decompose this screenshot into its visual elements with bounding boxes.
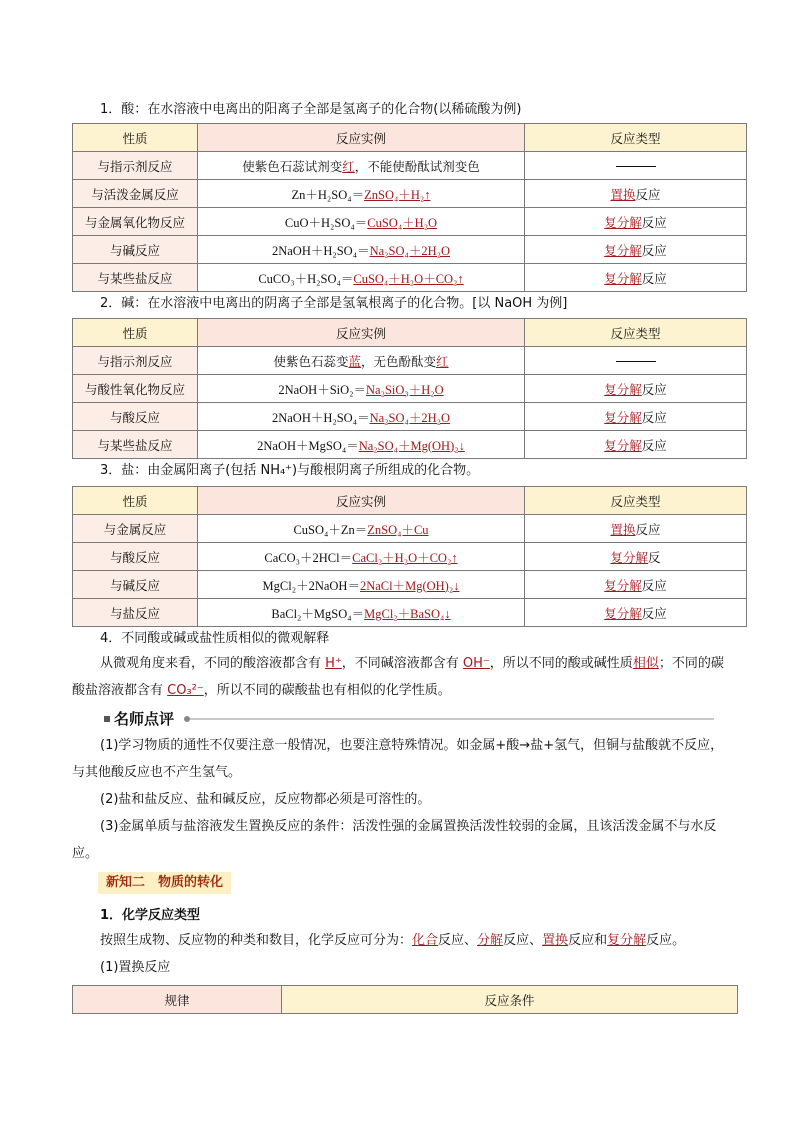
table-row [73, 403, 747, 431]
base-properties-table [72, 318, 747, 459]
answer-blank: OH⁻ [462, 656, 490, 671]
property-cell: 与碱反应 [73, 236, 198, 264]
answer-blank: CO₃²⁻ [167, 683, 204, 698]
answer-blank: 复分解 [604, 242, 642, 258]
list-item: (1)学习物质的通性不仅要注意一般情况，也要注意特殊情况。如金属+酸→盐+氢气，但铜与盐酸就不反应，与其他酸反应也不产生氢气。 [72, 738, 724, 780]
salt-properties-table [72, 486, 747, 627]
header-property: 性质 [73, 124, 198, 152]
reaction-types-paragraph: 按照生成物、反应物的种类和数目，化学反应可分为：化合反应、分解反应、置换反应和复分解反应。 (1)置换反应 [72, 927, 727, 981]
property-cell: 与盐反应 [73, 599, 198, 627]
list-item: (3)金属单质与盐溶液发生置换反应的条件：活泼性强的金属置换活泼性较弱的金属，且该活泼金属不与水反应。 [72, 819, 717, 861]
answer-blank: 置换 [610, 186, 636, 202]
type-cell: 复分解反应 [525, 264, 747, 292]
type-cell: 复分解反应 [525, 208, 747, 236]
dash-mark [616, 166, 656, 167]
section-salt-title: 3．盐：由金属阳离子(包括 NH₄⁺)与酸根阴离子所组成的化合物。 [100, 463, 480, 478]
table-row [73, 347, 747, 375]
table-row [73, 152, 747, 180]
answer-blank: 红 [436, 353, 449, 369]
teacher-review-list [72, 732, 727, 867]
answer-blank: 红 [342, 158, 355, 174]
table-row [73, 571, 747, 599]
answer-blank: 2NaCl＋Mg(OH)₂↓ [359, 578, 460, 593]
answer-blank: Na₂SO₄＋Mg(OH)₂↓ [358, 438, 465, 453]
header-type: 反应类型 [525, 487, 747, 515]
table-row [73, 431, 747, 459]
header-rule: 规律 [73, 986, 282, 1014]
property-cell: 与酸反应 [73, 403, 198, 431]
dash-mark [616, 361, 656, 362]
type-cell: 复分解反应 [525, 431, 747, 459]
answer-blank: CuSO₄＋H₂O＋CO₂↑ [353, 271, 464, 286]
answer-blank: 化合 [412, 933, 439, 948]
type-cell: 复分解反应 [525, 403, 747, 431]
answer-blank: 复分解 [604, 270, 642, 286]
example-cell: 使紫色石蕊变蓝，无色酚酞变红 [198, 347, 525, 375]
new-knowledge-heading: 新知二 物质的转化 [98, 872, 231, 894]
type-cell: 置换反应 [525, 515, 747, 543]
answer-blank: 复分解 [607, 933, 647, 948]
property-cell: 与某些盐反应 [73, 431, 198, 459]
type-cell: 复分解反应 [525, 375, 747, 403]
answer-blank: CuSO₄＋H₂O [367, 215, 438, 230]
answer-blank: 复分解 [604, 577, 642, 593]
property-cell: 与酸反应 [73, 543, 198, 571]
micro-explanation-paragraph: 从微观角度来看，不同的酸溶液都含有 H⁺，不同碱溶液都含有 OH⁻，所以不同的酸或碱性质相似；不同的碳酸盐溶液都含有 CO₃²⁻，所以不同的碳酸盐也有相似的化学性质。 [72, 656, 724, 698]
table-row [73, 599, 747, 627]
example-cell: 2NaOH＋H₂SO₄＝Na₂SO₄＋2H₂O [198, 403, 525, 431]
example-cell: CuO＋H₂SO₄＝CuSO₄＋H₂O [198, 208, 525, 236]
property-cell: 与指示剂反应 [73, 152, 198, 180]
section-acid-title: 1．酸：在水溶液中电离出的阳离子全部是氢离子的化合物(以稀硫酸为例) [100, 102, 522, 117]
property-cell: 与碱反应 [73, 571, 198, 599]
answer-blank: ZnSO₄＋Cu [367, 522, 429, 537]
example-cell: MgCl₂＋2NaOH＝2NaCl＋Mg(OH)₂↓ [198, 571, 525, 599]
acid-properties-table [72, 123, 747, 292]
divider [190, 718, 714, 720]
header-example: 反应实例 [198, 319, 525, 347]
type-cell [525, 347, 747, 375]
table-row [73, 264, 747, 292]
subheading-displacement: (1)置换反应 [100, 960, 171, 975]
table-row [73, 515, 747, 543]
header-condition: 反应条件 [282, 986, 738, 1014]
answer-blank: 分解 [477, 933, 504, 948]
header-property: 性质 [73, 319, 198, 347]
displacement-rules-table [72, 985, 738, 1014]
answer-blank: Na₂SO₄＋2H₂O [369, 410, 451, 425]
answer-blank: 蓝 [348, 353, 361, 369]
teacher-review-label: 名师点评 [114, 710, 175, 728]
header-property: 性质 [73, 487, 198, 515]
answer-blank: 置换 [610, 521, 636, 537]
header-example: 反应实例 [198, 487, 525, 515]
answer-blank: 复分解 [604, 214, 642, 230]
example-cell: 2NaOH＋H₂SO₄＝Na₂SO₄＋2H₂O [198, 236, 525, 264]
answer-blank: 复分解 [604, 381, 642, 397]
property-cell: 与活泼金属反应 [73, 180, 198, 208]
type-cell: 复分解反应 [525, 571, 747, 599]
example-cell: CuCO₃＋H₂SO₄＝CuSO₄＋H₂O＋CO₂↑ [198, 264, 525, 292]
answer-blank: Na₂SiO₃＋H₂O [366, 382, 444, 397]
property-cell: 与指示剂反应 [73, 347, 198, 375]
teacher-review-banner [104, 708, 714, 730]
property-cell: 与金属反应 [73, 515, 198, 543]
table-header-row [73, 319, 747, 347]
answer-blank: 置换 [542, 933, 569, 948]
table-row [73, 208, 747, 236]
square-bullet-icon [104, 716, 110, 722]
answer-blank: 复分解 [604, 437, 642, 453]
answer-blank: 相似 [632, 656, 659, 671]
section-micro-title: 4．不同酸或碱或盐性质相似的微观解释 [100, 631, 330, 646]
example-cell: Zn＋H₂SO₄＝ZnSO₄＋H₂↑ [198, 180, 525, 208]
type-cell: 复分解反应 [525, 236, 747, 264]
answer-blank: 复分解 [610, 549, 648, 565]
answer-blank: Na₂SO₄＋2H₂O [369, 243, 451, 258]
header-type: 反应类型 [525, 124, 747, 152]
type-cell [525, 152, 747, 180]
example-cell: 使紫色石蕊试剂变红，不能使酚酞试剂变色 [198, 152, 525, 180]
answer-blank: H⁺ [325, 656, 342, 671]
table-row [73, 236, 747, 264]
answer-blank: 复分解 [604, 409, 642, 425]
example-cell: BaCl₂＋MgSO₄＝MgCl₂＋BaSO₄↓ [198, 599, 525, 627]
example-cell: 2NaOH＋MgSO₄＝Na₂SO₄＋Mg(OH)₂↓ [198, 431, 525, 459]
table-row [73, 543, 747, 571]
table-header-row [73, 986, 738, 1014]
property-cell: 与某些盐反应 [73, 264, 198, 292]
property-cell: 与酸性氧化物反应 [73, 375, 198, 403]
type-cell: 置换反应 [525, 180, 747, 208]
type-cell: 复分解反应 [525, 599, 747, 627]
table-row [73, 375, 747, 403]
list-item: (2)盐和盐反应、盐和碱反应，反应物都必须是可溶性的。 [100, 792, 431, 807]
example-cell: CuSO₄＋Zn＝ZnSO₄＋Cu [198, 515, 525, 543]
section-base-title: 2．碱：在水溶液中电离出的阴离子全部是氢氧根离子的化合物。[以 NaOH 为例] [100, 296, 568, 311]
answer-blank: 复分解 [604, 605, 642, 621]
answer-blank: ZnSO₄＋H₂↑ [364, 187, 431, 202]
header-example: 反应实例 [198, 124, 525, 152]
property-cell: 与金属氧化物反应 [73, 208, 198, 236]
answer-blank: MgCl₂＋BaSO₄↓ [364, 606, 451, 621]
table-header-row [73, 487, 747, 515]
table-row [73, 180, 747, 208]
table-header-row [73, 124, 747, 152]
reaction-types-heading: 1．化学反应类型 [100, 908, 201, 923]
header-type: 反应类型 [525, 319, 747, 347]
example-cell: CaCO₃＋2HCl＝CaCl₂＋H₂O＋CO₂↑ [198, 543, 525, 571]
example-cell: 2NaOH＋SiO₂＝Na₂SiO₃＋H₂O [198, 375, 525, 403]
type-cell: 复分解反 [525, 543, 747, 571]
answer-blank: CaCl₂＋H₂O＋CO₂↑ [352, 550, 458, 565]
